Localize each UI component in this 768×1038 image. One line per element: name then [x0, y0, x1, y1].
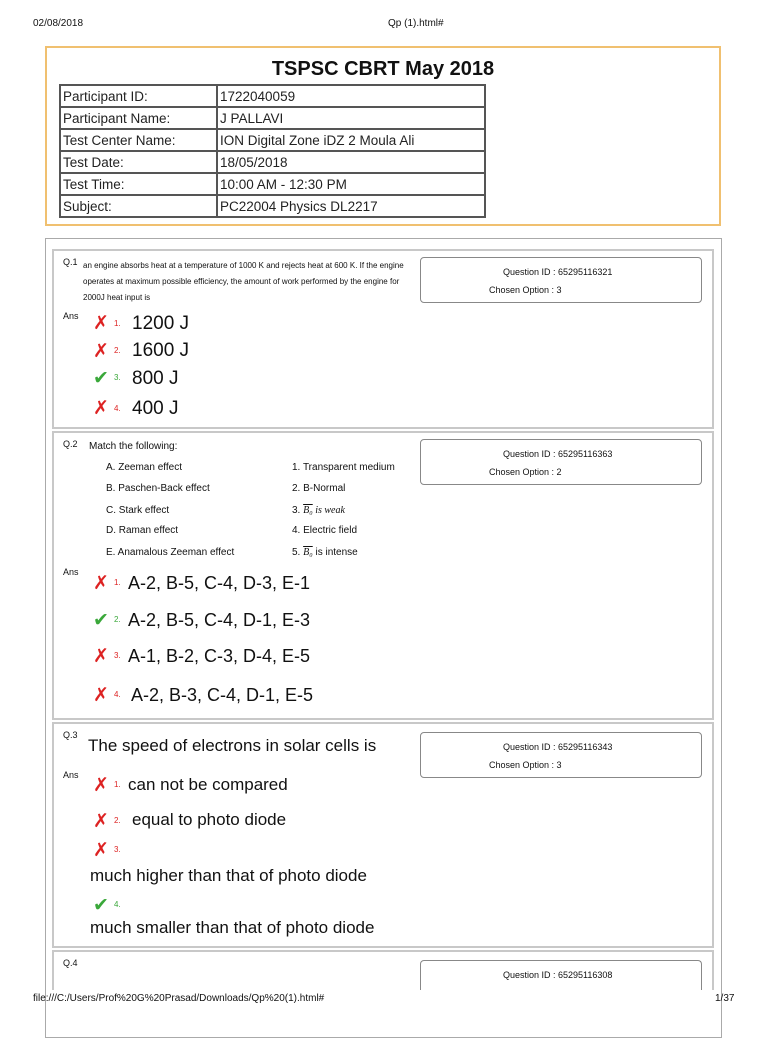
question-id: Question ID : 65295116343: [503, 742, 613, 752]
exam-info-table: [59, 84, 486, 218]
info-label: Subject:: [60, 195, 217, 217]
exam-title: TSPSC CBRT May 2018: [271, 58, 495, 80]
answer-label: Ans: [63, 770, 79, 780]
match-left-item: B. Paschen-Back effect: [106, 483, 210, 494]
question-card-3: [52, 722, 714, 948]
option-number: 1.: [114, 319, 121, 328]
info-row-test-center: [60, 129, 485, 151]
info-row-test-time: [60, 173, 485, 195]
answer-option-3: A-1, B-2, C-3, D-4, E-5: [128, 646, 311, 666]
info-value: PC22004 Physics DL2217: [217, 195, 485, 217]
question-number: Q.4: [63, 958, 78, 968]
info-value: ION Digital Zone iDZ 2 Moula Ali: [217, 129, 485, 151]
answer-label: Ans: [63, 311, 79, 321]
question-card-4: [52, 950, 714, 990]
cross-icon: ✗: [93, 840, 109, 861]
info-row-test-date: [60, 151, 485, 173]
question-card-2: [52, 431, 714, 720]
option-number: 4.: [114, 690, 121, 699]
match-left-item: A. Zeeman effect: [106, 462, 182, 473]
question-text: an engine absorbs heat at a temperature of 1000 K and rejects heat at 600 K. If the engine operates at maximum possible efficiency, the amount of work performed by the engine for 2000J heat input is: [83, 261, 404, 302]
option-number: 3.: [114, 373, 121, 382]
option-number: 3.: [114, 845, 121, 854]
option-number: 2.: [114, 816, 121, 825]
option-number: 1.: [114, 578, 121, 587]
answer-label: Ans: [63, 567, 79, 577]
question-card-1: [52, 249, 714, 429]
match-left-item: C. Stark effect: [106, 505, 170, 516]
info-value: 18/05/2018: [217, 151, 485, 173]
print-header-title: Qp (1).html#: [388, 18, 444, 29]
question-id: Question ID : 65295116308: [503, 970, 613, 980]
check-icon: ✔: [93, 895, 109, 916]
answer-option-4: 400 J: [132, 398, 179, 419]
cross-icon: ✗: [93, 646, 109, 667]
match-right-item: 3. B₀ is weak: [292, 505, 345, 516]
info-label: Test Time:: [60, 173, 217, 195]
option-number: 4.: [114, 404, 121, 413]
info-value: 1722040059: [217, 85, 485, 107]
info-label: Participant Name:: [60, 107, 217, 129]
question-number: Q.1: [63, 257, 78, 267]
answer-option-3: much higher than that of photo diode: [90, 866, 367, 885]
chosen-option: Chosen Option : 2: [489, 467, 562, 477]
question-text: Match the following:: [89, 441, 178, 452]
cross-icon: ✗: [93, 341, 109, 362]
question-number: Q.3: [63, 730, 78, 740]
cross-icon: ✗: [93, 775, 109, 796]
answer-option-1: can not be compared: [128, 775, 288, 794]
question-id: Question ID : 65295116363: [503, 449, 613, 459]
answer-option-3: 800 J: [132, 368, 179, 389]
question-text: The speed of electrons in solar cells is: [88, 736, 377, 755]
info-label: Participant ID:: [60, 85, 217, 107]
question-meta-box: [420, 960, 702, 990]
answer-option-2: equal to photo diode: [132, 810, 287, 829]
question-meta-box: [420, 439, 702, 485]
match-right-item: 5. B₀ is intense: [292, 547, 358, 558]
answer-option-1: A-2, B-5, C-4, D-3, E-1: [128, 573, 311, 593]
print-footer-path: file:///C:/Users/Prof%20G%20Prasad/Downloads/Qp%20(1).html#: [33, 993, 325, 1004]
option-number: 4.: [114, 900, 121, 909]
option-number: 2.: [114, 615, 121, 624]
check-icon: ✔: [93, 610, 109, 631]
answer-option-4: A-2, B-3, C-4, D-1, E-5: [131, 685, 314, 705]
exam-info-box: [45, 46, 721, 226]
info-label: Test Date:: [60, 151, 217, 173]
print-header-date: 02/08/2018: [33, 18, 84, 29]
cross-icon: ✗: [93, 313, 109, 334]
cross-icon: ✗: [93, 398, 109, 419]
chosen-option: Chosen Option : 3: [489, 760, 562, 770]
check-icon: ✔: [93, 368, 109, 389]
match-right-item: 1. Transparent medium: [292, 462, 395, 473]
answer-option-4: much smaller than that of photo diode: [90, 918, 375, 937]
info-value: J PALLAVI: [217, 107, 485, 129]
question-id: Question ID : 65295116321: [503, 267, 613, 277]
answer-option-2: 1600 J: [132, 340, 190, 361]
question-number: Q.2: [63, 439, 78, 449]
cross-icon: ✗: [93, 685, 109, 706]
cross-icon: ✗: [93, 573, 109, 594]
match-left-item: E. Anamalous Zeeman effect: [106, 547, 235, 558]
info-label: Test Center Name:: [60, 129, 217, 151]
info-value: 10:00 AM - 12:30 PM: [217, 173, 485, 195]
info-row-participant-name: [60, 107, 485, 129]
match-right-item: 2. B-Normal: [292, 483, 346, 494]
answer-option-2: A-2, B-5, C-4, D-1, E-3: [128, 610, 311, 630]
question-meta-box: [420, 257, 702, 303]
option-number: 2.: [114, 346, 121, 355]
info-row-subject: [60, 195, 485, 217]
question-meta-box: [420, 732, 702, 778]
chosen-option: Chosen Option : 3: [489, 285, 562, 295]
print-footer-page: 1/37: [715, 993, 735, 1004]
info-row-participant-id: [60, 85, 485, 107]
match-left-item: D. Raman effect: [106, 525, 179, 536]
option-number: 1.: [114, 780, 121, 789]
cross-icon: ✗: [93, 811, 109, 832]
option-number: 3.: [114, 651, 121, 660]
match-right-item: 4. Electric field: [292, 525, 358, 536]
answer-option-1: 1200 J: [132, 313, 190, 334]
